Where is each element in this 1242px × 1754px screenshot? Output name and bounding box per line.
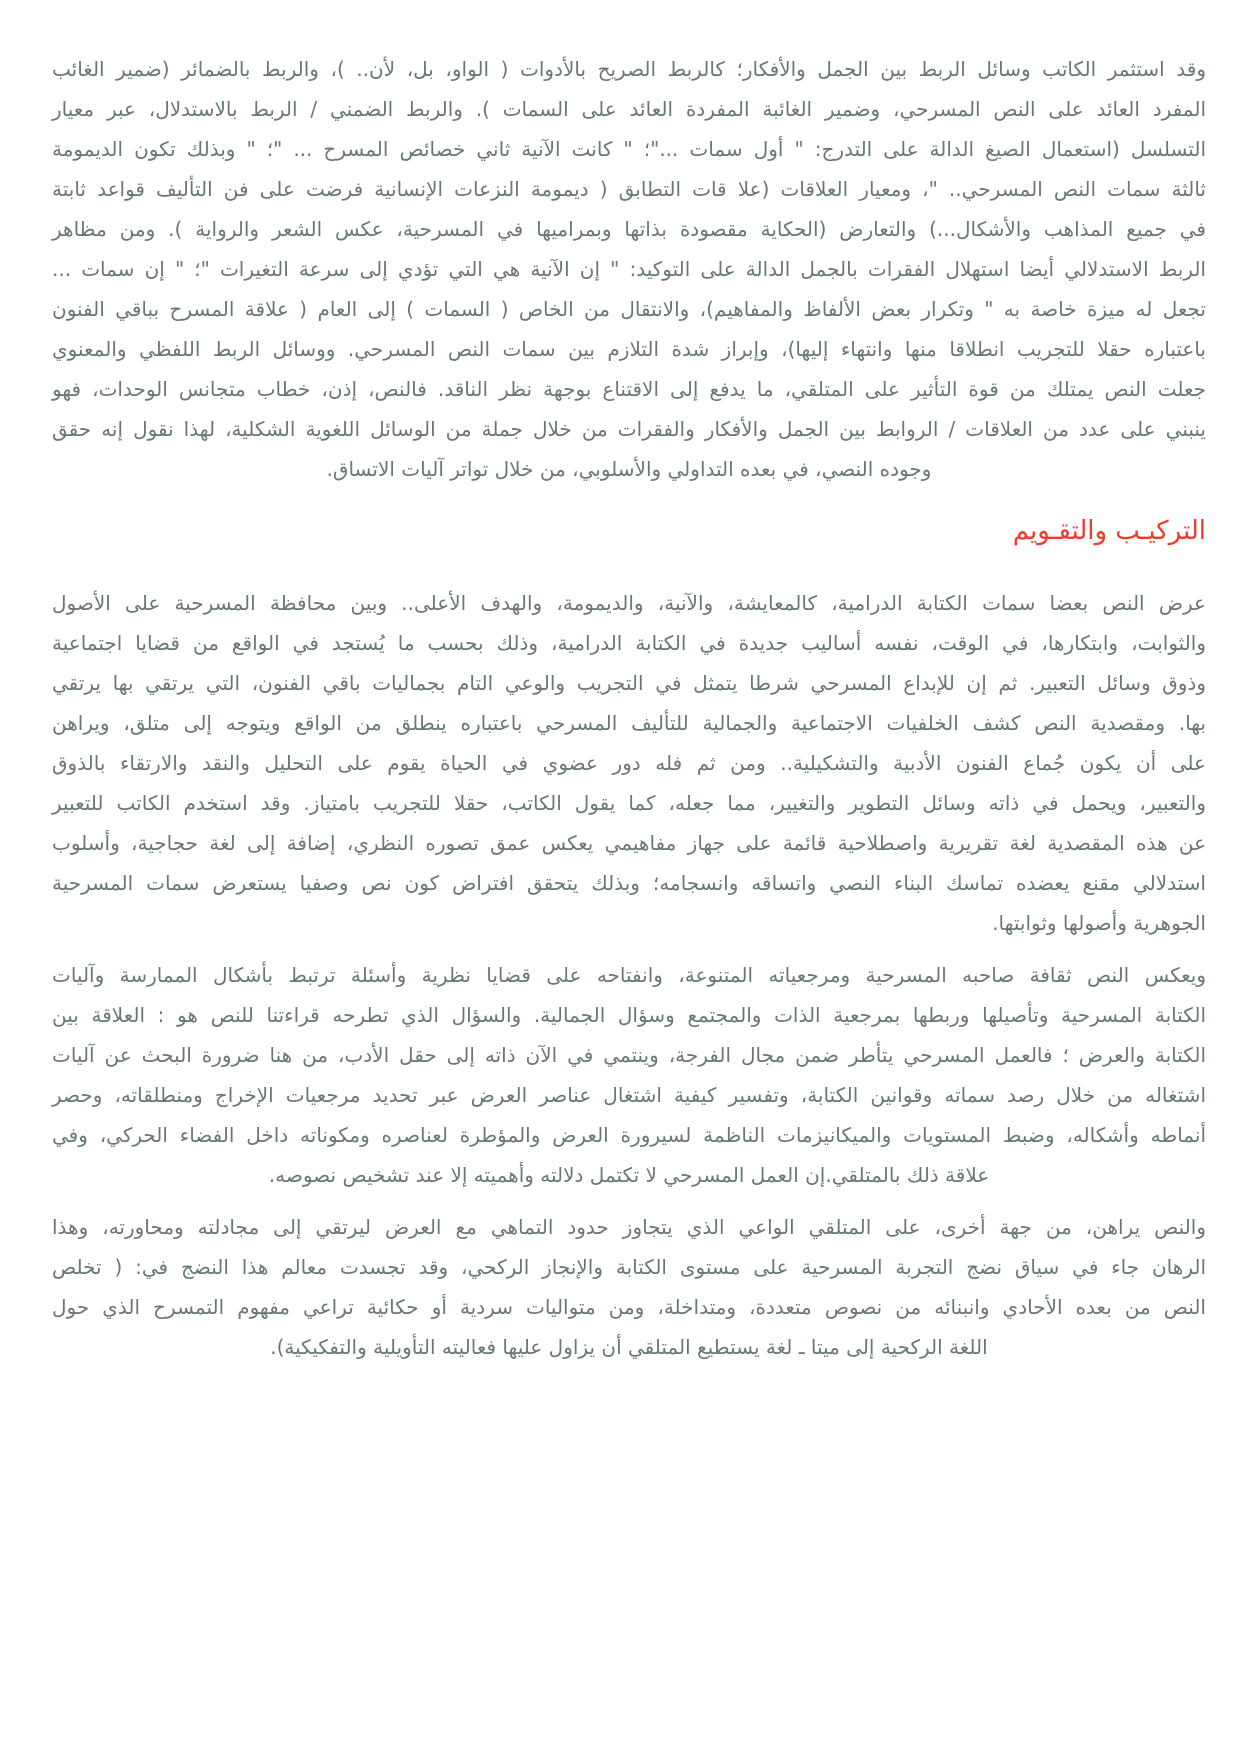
text-line: الرهان جاء في سياق نضج التجربة المسرحية على مستوى الكتابة والإنجاز الركحي، وقد تجسدت معالم هذا النضج في: ( تخلص <box>52 1255 1206 1279</box>
text-line: ويعكس النص ثقافة صاحبه المسرحية ومرجعياته المتنوعة، وانفتاحه على قضايا نظرية وأسئلة ترتبط بأشكال الممارسة وآليات <box>52 963 1206 987</box>
text-line: استدلالي مقنع يعضده تماسك البناء النصي واتساقه وانسجامه؛ وبذلك يتحقق افتراض كون نص وصفيا يستعرض سمات المسرحية <box>52 871 1206 895</box>
text-line: وجوده النصي، في بعده التداولي والأسلوبي، من خلال تواتر آليات الاتساق. <box>326 457 932 481</box>
text-line: الجوهرية وأصولها وثوابتها. <box>992 911 1206 935</box>
paragraph <box>52 583 1206 943</box>
text-line: وذوق وسائل التعبير. ثم إن للإبداع المسرحي شرطا يتمثل في التجريب والوعي التام بجماليات باقي الفنون، التي يرتقي بها يرتقي <box>52 671 1206 695</box>
text-line: وقد استثمر الكاتب وسائل الربط بين الجمل والأفكار؛ كالربط الصريح بالأدوات ( الواو، بل، لأن.. )، والربط بالضمائر (ضمير الغائب <box>52 57 1206 81</box>
text-line: ينبني على عدد من العلاقات / الروابط بين الجمل والأفكار والفقرات من خلال جملة من الوسائل اللغوية الشكلية، لهذا نقول إنه حقق <box>52 417 1206 441</box>
text-line: التسلسل (استعمال الصيغ الدالة على التدرج: " أول سمات ..."؛ " كانت الآنية ثاني خصائص المسرح ... "؛ " وبذلك تكون الديمومة <box>52 137 1206 161</box>
text-line: الربط الاستدلالي أيضا استهلال الفقرات بالجمل الدالة على التوكيد: " إن الآنية هي التي تؤدي إلى سرعة التغيرات "؛ " إن سمات ... <box>52 257 1206 281</box>
text-line: اللغة الركحية إلى ميتا ـ لغة يستطيع المتلقي أن يزاول عليها فعاليته التأويلية والتفكيكية). <box>270 1335 988 1359</box>
document-body <box>52 49 1206 1367</box>
text-line: النص من بعده الأحادي وانبنائه من نصوص متعددة، ومتداخلة، ومن متواليات سردية أو حكائية تراعي مفهوم التمسرح الذي حول <box>52 1295 1206 1319</box>
text-line: جعلت النص يمتلك من قوة التأثير على المتلقي، ما يدفع إلى الاقتناع بوجهة نظر الناقد. فالنص، إذن، خطاب متجانس الوحدات، فهو <box>52 377 1206 401</box>
text-line: الكتابة والعرض ؛ فالعمل المسرحي يتأطر ضمن مجال الفرجة، وينتمي في الآن ذاته إلى حقل الأدب، من هنا ضرورة البحث عن آليات <box>52 1043 1206 1067</box>
text-line: عرض النص بعضا سمات الكتابة الدرامية، كالمعايشة، والآنية، والديمومة، والهدف الأعلى.. وبين محافظة المسرحية على الأصول <box>52 591 1206 615</box>
text-line: في جميع المذاهب والأشكال...) والتعارض (الحكاية مقصودة بذاتها وبمراميها في المسرحية، عكس الشعر والرواية ). ومن مظاهر <box>52 217 1206 241</box>
text-line: والتعبير، ويحمل في ذاته وسائل التطوير والتغيير، مما جعله، كما يقول الكاتب، حقلا للتجريب بامتياز. وقد استخدم الكاتب للتعبير <box>52 791 1206 815</box>
section-heading: التركيـب والتقـويم <box>1012 516 1206 546</box>
text-line: والثوابت، وابتكارها، في الوقت، نفسه أساليب جديدة في الكتابة الدرامية، وذلك بحسب ما يُستجد في الواقع من قضايا اجتماعية <box>52 631 1206 655</box>
text-line: اشتغاله من خلال رصد سماته وقوانين الكتابة، وتفسير كيفية اشتغال عناصر العرض عبر تحديد مرجعيات الإخراج ومنطلقاته، وحصر <box>52 1083 1206 1107</box>
text-line: عن هذه المقصدية لغة تقريرية واصطلاحية قائمة على جهاز مفاهيمي يعكس عمق تصوره النظري، إضافة إلى لغة حجاجية، وأسلوب <box>52 831 1206 855</box>
text-line: باعتباره حقلا للتجريب انطلاقا منها وانتهاء إليها)، وإبراز شدة التلازم بين سمات النص المسرحي. ووسائل الربط اللفظي والمعنوي <box>52 337 1206 361</box>
text-line: علاقة ذلك بالمتلقي.إن العمل المسرحي لا تكتمل دلالته وأهميته إلا عند تشخيص نصوصه. <box>268 1163 990 1187</box>
text-line: أنماطه وأشكاله، وضبط المستويات والميكانيزمات الناظمة لسيرورة العرض والمؤطرة لعناصره ومكوناته داخل الفضاء الحركي، وفي <box>52 1123 1206 1147</box>
text-line: المفرد العائد على النص المسرحي، وضمير الغائبة المفردة العائد على السمات ). والربط الضمني / الربط بالاستدلال، عبر معيار <box>52 97 1206 121</box>
text-line: تجعل له ميزة خاصة به " وتكرار بعض الألفاظ والمفاهيم)، والانتقال من الخاص ( السمات ) إلى العام ( علاقة المسرح بباقي الفنون <box>52 297 1206 321</box>
paragraph <box>52 955 1206 1195</box>
text-line: على أن يكون جُماع الفنون الأدبية والتشكيلية.. ومن ثم فله دور عضوي في الحياة يقوم على التحليل والنقد والارتقاء بالذوق <box>52 751 1206 775</box>
text-line: بها. ومقصدية النص كشف الخلفيات الاجتماعية والجمالية للتأليف المسرحي باعتباره ينطلق من الواقع ويتوجه إلى متلق، ويراهن <box>52 711 1206 735</box>
text-line: ثالثة سمات النص المسرحي.. "، ومعيار العلاقات (علا قات التطابق ( ديمومة النزعات الإنسانية فرضت على فن التأليف قواعد ثابتة <box>52 177 1206 201</box>
text-line: والنص يراهن، من جهة أخرى، على المتلقي الواعي الذي يتجاوز حدود التماهي مع العرض ليرتقي إلى مجادلته ومحاورته، وهذا <box>52 1215 1206 1239</box>
paragraph <box>52 49 1206 489</box>
text-line: الكتابة المسرحية وتأصيلها وربطها بمرجعية الذات والمجتمع وسؤال الجمالية. والسؤال الذي تطرحه قراءتنا للنص هو : العلاقة بين <box>52 1003 1206 1027</box>
paragraph <box>52 1207 1206 1367</box>
